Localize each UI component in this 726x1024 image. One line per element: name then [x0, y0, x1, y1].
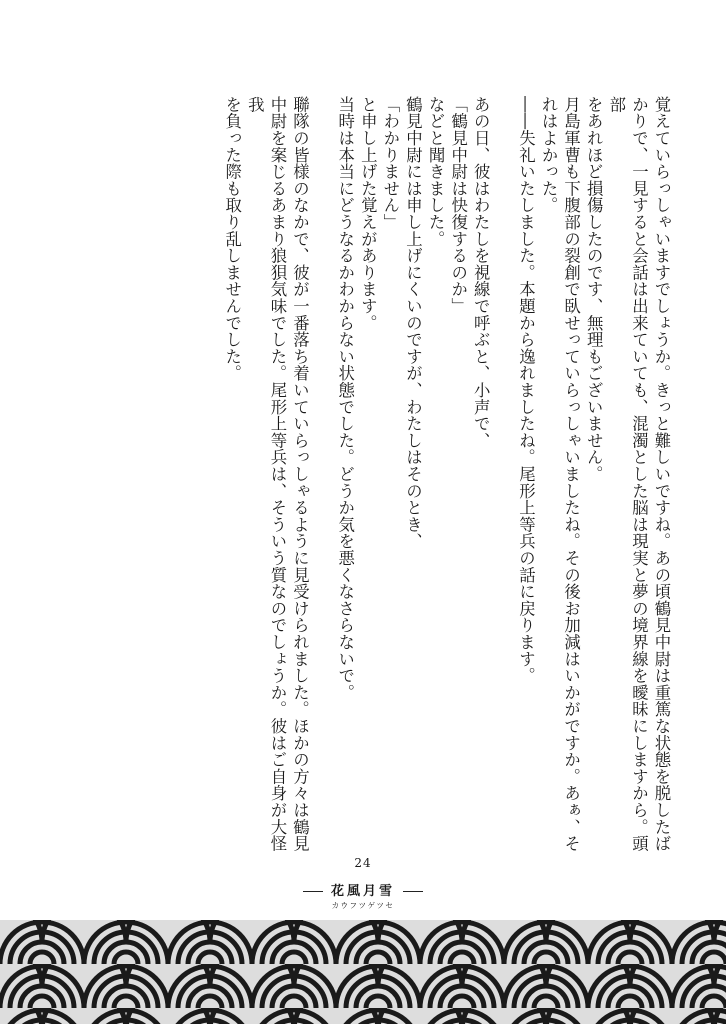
text-line: あの日、彼はわたしを視線で呼ぶと、小声で、 [471, 96, 491, 449]
blank-line [491, 96, 514, 856]
text-line: などと聞きました。 [426, 96, 446, 248]
page-number: 24 [354, 856, 372, 870]
footer-title [0, 880, 726, 899]
text-line: と申し上げた覚えがあります。 [358, 96, 378, 332]
text-line: 「鶴見中尉は快復するのか」 [448, 96, 468, 315]
text-line: 「わかりません」 [380, 96, 400, 231]
title-reading: カウフツゲツセ [331, 901, 395, 910]
text-line: 当時は本当にどうなるかわからない状態でした。どうか気を悪くなさらないで。 [335, 96, 355, 701]
text-line: を負った際も取り乱しませんでした。 [222, 96, 242, 382]
text-line: かりで、一見すると会話は出来ていても、混濁とした脳は現実と夢の境界線を曖昧にしますから。頭部 [606, 96, 649, 852]
left-dash [303, 891, 323, 892]
text-line: れはよかった。 [539, 96, 559, 214]
text-line: をあれほど損傷したのです、無理もございません。 [584, 96, 604, 483]
seigaiha-wave-decoration [0, 920, 726, 1024]
text-line: 聯隊の皆様のなかで、彼が一番落ち着いていらっしゃるように見受けられました。ほかの方々は鶴見 [290, 96, 310, 852]
text-line: 覚えていらっしゃいますでしょうか。きっと難しいですね。あの頃鶴見中尉は重篤な状態を脱したば [652, 96, 671, 852]
text-line: 月島軍曹も下腹部の裂創で臥せっていらっしゃいましたね。その後お加減はいかがですか。あぁ、そ [561, 96, 581, 852]
book-title: 花風月雪 [330, 884, 395, 899]
text-line: ――失礼いたしました。本題から逸れましたね。尾形上等兵の話に戻ります。 [516, 96, 536, 684]
body-text [92, 96, 672, 856]
right-dash [403, 891, 423, 892]
blank-line [311, 96, 334, 856]
text-line: 鶴見中尉には申し上げにくいのですが、わたしはそのとき、 [403, 96, 423, 550]
text-line: 中尉を案じるあまり狼狽気味でした。尾形上等兵は、そういう質なのでしょうか。彼はご自身が大怪我 [245, 96, 287, 852]
